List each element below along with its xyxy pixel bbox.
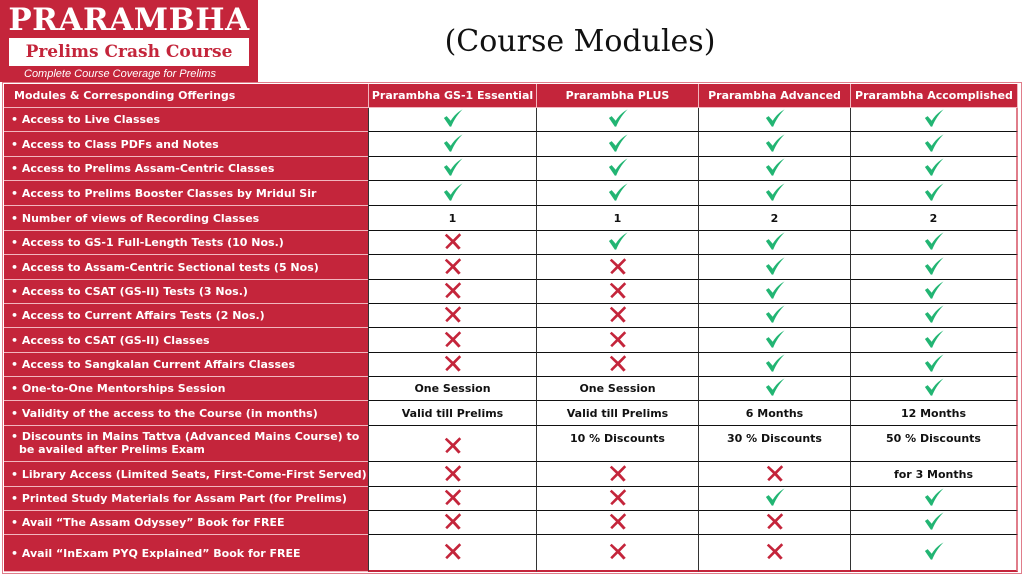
table-row <box>4 401 1018 426</box>
cell-accomplished <box>850 280 1018 304</box>
table-row <box>4 108 1018 132</box>
cell-advanced <box>698 181 850 206</box>
row-label: • Access to Assam-Centric Sectional tests (5 Nos) <box>4 255 368 280</box>
cell-plus <box>536 511 698 535</box>
check-icon <box>764 304 786 324</box>
row-label: • Access to Current Affairs Tests (2 Nos.) <box>4 304 368 328</box>
table-row <box>4 231 1018 255</box>
cross-icon <box>607 511 629 531</box>
cell-accomplished <box>850 231 1018 255</box>
table-row <box>4 377 1018 401</box>
cell-gs1-essential <box>368 181 536 206</box>
cross-icon <box>607 541 629 561</box>
cell-plus-value: 10 % Discounts <box>536 426 698 462</box>
cross-icon <box>607 329 629 349</box>
cross-icon <box>607 487 629 507</box>
check-icon <box>923 353 945 373</box>
cross-icon <box>607 463 629 483</box>
cell-gs1-essential <box>368 426 536 462</box>
cell-advanced <box>698 304 850 328</box>
cell-gs1-essential <box>368 231 536 255</box>
cell-plus <box>536 353 698 377</box>
table-row <box>4 132 1018 157</box>
page-title: (Course Modules) <box>444 24 716 59</box>
table-row <box>4 280 1018 304</box>
cell-gs1-essential-value: Valid till Prelims <box>368 401 536 426</box>
cell-gs1-essential <box>368 280 536 304</box>
row-label: • Printed Study Materials for Assam Part (for Prelims) <box>4 487 368 511</box>
cell-gs1-essential <box>368 511 536 535</box>
header-plan-gs1-essential: Prarambha GS-1 Essential <box>368 84 536 108</box>
row-label: • Access to Prelims Booster Classes by Mridul Sir <box>4 181 368 206</box>
cell-advanced <box>698 108 850 132</box>
cross-icon <box>764 511 786 531</box>
cell-gs1-essential <box>368 328 536 353</box>
row-label: • Library Access (Limited Seats, First-Come-First Served) <box>4 462 368 487</box>
cell-accomplished <box>850 108 1018 132</box>
cell-gs1-essential <box>368 108 536 132</box>
cross-icon <box>442 353 464 373</box>
cell-plus <box>536 157 698 181</box>
cell-gs1-essential <box>368 304 536 328</box>
brand-logo <box>0 0 258 82</box>
logo-brand-name: PRARAMBHA <box>8 2 250 38</box>
check-icon <box>923 487 945 507</box>
check-icon <box>764 108 786 128</box>
check-icon <box>764 231 786 251</box>
cross-icon <box>442 435 464 455</box>
cell-advanced <box>698 280 850 304</box>
table-row <box>4 462 1018 487</box>
check-icon <box>607 108 629 128</box>
row-label: • Access to CSAT (GS-II) Classes <box>4 328 368 353</box>
row-label: • Avail “The Assam Odyssey” Book for FREE <box>4 511 368 535</box>
row-label <box>4 426 368 462</box>
check-icon <box>923 108 945 128</box>
cell-plus <box>536 132 698 157</box>
cell-accomplished <box>850 255 1018 280</box>
cell-plus <box>536 181 698 206</box>
cross-icon <box>607 256 629 276</box>
check-icon <box>442 157 464 177</box>
row-label: • Validity of the access to the Course (in months) <box>4 401 368 426</box>
check-icon <box>764 280 786 300</box>
cross-icon <box>607 304 629 324</box>
cell-gs1-essential <box>368 157 536 181</box>
cross-icon <box>442 256 464 276</box>
cell-accomplished <box>850 353 1018 377</box>
cell-plus <box>536 108 698 132</box>
cell-plus-value: Valid till Prelims <box>536 401 698 426</box>
cell-advanced-value: 30 % Discounts <box>698 426 850 462</box>
cell-plus-value: 1 <box>536 206 698 231</box>
cross-icon <box>442 329 464 349</box>
table-row <box>4 426 1018 462</box>
check-icon <box>442 133 464 153</box>
table-row <box>4 181 1018 206</box>
cell-plus-value: One Session <box>536 377 698 401</box>
check-icon <box>923 280 945 300</box>
table-row <box>4 535 1018 572</box>
header-label: Modules & Corresponding Offerings <box>4 84 368 108</box>
cell-gs1-essential <box>368 487 536 511</box>
check-icon <box>923 182 945 202</box>
check-icon <box>607 182 629 202</box>
check-icon <box>923 541 945 561</box>
check-icon <box>607 133 629 153</box>
check-icon <box>923 329 945 349</box>
table-row <box>4 353 1018 377</box>
cell-accomplished-value: 12 Months <box>850 401 1018 426</box>
cell-accomplished <box>850 487 1018 511</box>
cell-accomplished <box>850 377 1018 401</box>
cell-gs1-essential <box>368 255 536 280</box>
table-row <box>4 304 1018 328</box>
cell-advanced-value: 6 Months <box>698 401 850 426</box>
check-icon <box>764 487 786 507</box>
cell-plus <box>536 255 698 280</box>
cross-icon <box>442 231 464 251</box>
row-label: • Number of views of Recording Classes <box>4 206 368 231</box>
cell-gs1-essential <box>368 462 536 487</box>
row-label: • Access to GS-1 Full-Length Tests (10 Nos.) <box>4 231 368 255</box>
cell-advanced <box>698 157 850 181</box>
header-plan-advanced: Prarambha Advanced <box>698 84 850 108</box>
row-label: • Access to Prelims Assam-Centric Classes <box>4 157 368 181</box>
cross-icon <box>442 487 464 507</box>
cell-advanced <box>698 353 850 377</box>
cross-icon <box>442 541 464 561</box>
cell-gs1-essential <box>368 535 536 572</box>
cell-plus <box>536 487 698 511</box>
cell-accomplished <box>850 157 1018 181</box>
table-header-row <box>4 84 1018 108</box>
check-icon <box>607 157 629 177</box>
cell-advanced <box>698 132 850 157</box>
cell-gs1-essential-value: 1 <box>368 206 536 231</box>
cell-advanced <box>698 328 850 353</box>
cross-icon <box>607 353 629 373</box>
check-icon <box>764 133 786 153</box>
cell-plus <box>536 280 698 304</box>
logo-tagline: Complete Course Coverage for Prelims <box>24 68 216 80</box>
cell-plus <box>536 304 698 328</box>
cell-accomplished-value: for 3 Months <box>850 462 1018 487</box>
check-icon <box>923 256 945 276</box>
check-icon <box>764 182 786 202</box>
cell-accomplished <box>850 132 1018 157</box>
logo-subtitle: Prelims Crash Course <box>25 42 233 62</box>
table-row <box>4 206 1018 231</box>
table-row <box>4 511 1018 535</box>
cross-icon <box>442 304 464 324</box>
cell-accomplished-value: 50 % Discounts <box>850 426 1018 462</box>
cell-gs1-essential <box>368 353 536 377</box>
cross-icon <box>764 541 786 561</box>
header-plan-accomplished: Prarambha Accomplished <box>850 84 1018 108</box>
cell-accomplished <box>850 304 1018 328</box>
check-icon <box>607 231 629 251</box>
table-row <box>4 328 1018 353</box>
cell-accomplished <box>850 328 1018 353</box>
cell-advanced <box>698 377 850 401</box>
cell-accomplished <box>850 511 1018 535</box>
row-label: • Access to Class PDFs and Notes <box>4 132 368 157</box>
cell-advanced <box>698 231 850 255</box>
row-label: • Access to Sangkalan Current Affairs Classes <box>4 353 368 377</box>
cell-plus <box>536 231 698 255</box>
check-icon <box>764 377 786 397</box>
check-icon <box>923 377 945 397</box>
check-icon <box>764 353 786 373</box>
cross-icon <box>442 463 464 483</box>
check-icon <box>923 511 945 531</box>
cell-advanced <box>698 462 850 487</box>
check-icon <box>442 182 464 202</box>
cell-gs1-essential <box>368 132 536 157</box>
row-label-line: • Discounts in Mains Tattva (Advanced Mains Course) to <box>11 430 360 443</box>
row-label-line: be availed after Prelims Exam <box>19 443 205 456</box>
check-icon <box>442 108 464 128</box>
table-row <box>4 487 1018 511</box>
cell-advanced <box>698 511 850 535</box>
row-label: • Avail “InExam PYQ Explained” Book for FREE <box>4 535 368 572</box>
check-icon <box>764 157 786 177</box>
header-plan-plus: Prarambha PLUS <box>536 84 698 108</box>
cell-advanced-value: 2 <box>698 206 850 231</box>
cell-accomplished <box>850 181 1018 206</box>
cross-icon <box>764 463 786 483</box>
row-label: • Access to Live Classes <box>4 108 368 132</box>
row-label: • Access to CSAT (GS-II) Tests (3 Nos.) <box>4 280 368 304</box>
cross-icon <box>442 511 464 531</box>
cell-advanced <box>698 255 850 280</box>
cell-advanced <box>698 487 850 511</box>
cell-plus <box>536 462 698 487</box>
cell-gs1-essential-value: One Session <box>368 377 536 401</box>
cell-plus <box>536 535 698 572</box>
table-row <box>4 157 1018 181</box>
check-icon <box>764 256 786 276</box>
cell-plus <box>536 328 698 353</box>
cell-accomplished <box>850 535 1018 572</box>
row-label: • One-to-One Mentorships Session <box>4 377 368 401</box>
cell-accomplished-value: 2 <box>850 206 1018 231</box>
check-icon <box>923 231 945 251</box>
table-row <box>4 255 1018 280</box>
cross-icon <box>607 280 629 300</box>
check-icon <box>923 304 945 324</box>
check-icon <box>923 133 945 153</box>
cross-icon <box>442 280 464 300</box>
cell-advanced <box>698 535 850 572</box>
check-icon <box>923 157 945 177</box>
logo-subtitle-box <box>9 38 249 66</box>
check-icon <box>764 329 786 349</box>
